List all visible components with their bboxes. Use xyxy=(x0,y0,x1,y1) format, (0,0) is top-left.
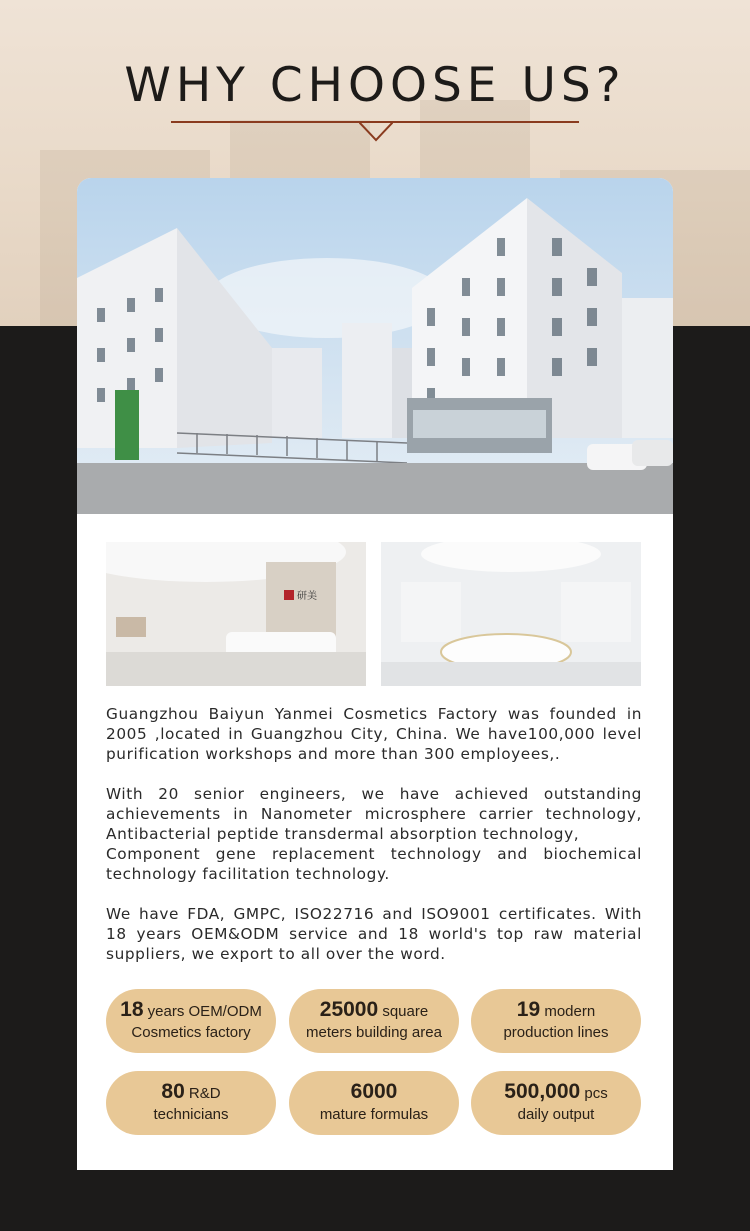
showroom-photo-reception xyxy=(106,542,366,686)
stat-building-area xyxy=(289,989,459,1053)
stat-number: 25000 xyxy=(319,998,379,1021)
stat-unit: modern xyxy=(544,1003,596,1020)
stat-label: technicians xyxy=(153,1106,229,1123)
factory-photo xyxy=(77,178,673,514)
description-paragraph: Guangzhou Baiyun Yanmei Cosmetics Factory was founded in 2005 ,located in Guangzhou City, China. We have100,000 level purification workshops and more than 300 employees,. xyxy=(106,705,642,763)
stat-unit: square xyxy=(382,1003,429,1020)
page-title: WHY CHOOSE US? xyxy=(124,58,626,113)
description-paragraph: We have FDA, GMPC, ISO22716 and ISO9001 certificates. With 18 years OEM&ODM service and 18 world's top raw material suppliers, we export to all over the word. xyxy=(106,905,642,963)
stat-daily-output xyxy=(471,1071,641,1135)
stat-technicians xyxy=(106,1071,276,1135)
stat-label: daily output xyxy=(517,1106,595,1123)
chevron-down-icon xyxy=(359,122,393,142)
stat-label: Cosmetics factory xyxy=(131,1024,251,1041)
stat-production-lines xyxy=(471,989,641,1053)
stat-years xyxy=(106,989,276,1053)
factory-sign-text: 研美 xyxy=(297,591,317,602)
showroom-photo-lab xyxy=(381,542,641,686)
stat-number: 6000 xyxy=(350,1080,398,1103)
stat-label: meters building area xyxy=(306,1024,442,1041)
stat-number: 19 xyxy=(516,998,541,1021)
stat-unit: years OEM/ODM xyxy=(147,1003,262,1020)
company-description xyxy=(106,704,642,984)
content-card xyxy=(77,178,673,1170)
stat-number: 18 xyxy=(120,998,144,1021)
stat-label: mature formulas xyxy=(319,1106,429,1123)
stat-formulas xyxy=(289,1071,459,1135)
stat-unit: pcs xyxy=(584,1085,608,1102)
stat-unit: R&D xyxy=(188,1085,221,1102)
stat-number: 500,000 xyxy=(504,1080,581,1103)
stat-label: production lines xyxy=(503,1024,609,1041)
description-paragraph: With 20 senior engineers, we have achieved outstanding achievements in Nanometer microsphere carrier technology, Antibacterial peptide transdermal absorption technology, Component gene replacement technology and biochemical technology facilitation technology. xyxy=(106,785,642,883)
stat-number: 80 xyxy=(161,1080,185,1103)
